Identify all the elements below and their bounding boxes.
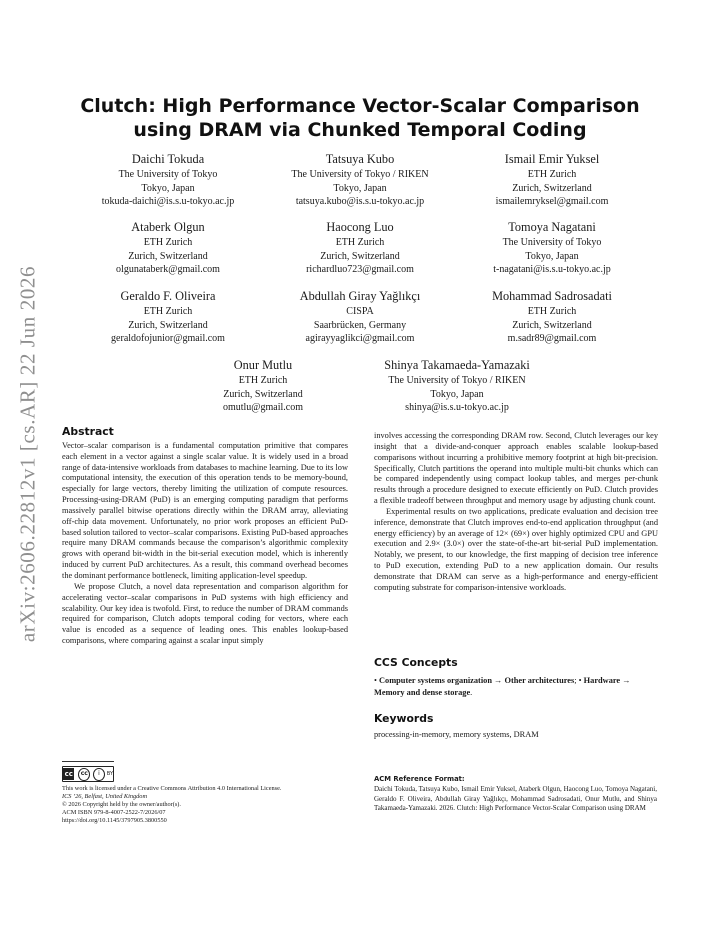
author-affiliation: ETH Zurich bbox=[143, 237, 193, 248]
keywords-heading: Keywords bbox=[374, 712, 434, 725]
author-affiliation: ETH Zurich bbox=[238, 375, 288, 386]
acm-reference bbox=[374, 775, 657, 814]
author-affiliation: ETH Zurich bbox=[527, 169, 577, 180]
abstract-paragraph: We propose Clutch, a novel data representation and comparison algorithm for accelerating vector–scalar comparisons in PuD systems with high efficiency and scalability. Our key idea is twofold. First, to reduce the number of DRAM commands required for comparison, Clutch adopts temporal coding for vectors, where each value is encoded as a sequence of leading ones. This enables lookup-based comparisons, where comparing against a scalar input simply bbox=[62, 581, 348, 646]
keywords-heading-wrap bbox=[374, 712, 433, 725]
author-block bbox=[58, 289, 278, 346]
footnote-rule bbox=[62, 761, 114, 762]
title-line-1: Clutch: High Performance Vector-Scalar Comparison bbox=[80, 95, 640, 117]
author-email[interactable]: ismailemryksel@gmail.com bbox=[495, 196, 609, 208]
keywords-list: processing-in-memory, memory systems, DRAM bbox=[374, 730, 539, 739]
author-block bbox=[58, 152, 278, 209]
abstract-paragraph: Vector–scalar comparison is a fundamental computation primitive that compares each element in a vector against a single scalar value. It is widely used in a broad range of data-intensive workloads from databases to machine learning. Due to its low computational intensity, the execution of this operation tends to be memory-bound, especially for large vectors, thereby limiting the utilization of compute resources. Processing-using-DRAM (PuD) is an emerging computing paradigm that performs massively parallel bitwise operations directly within the DRAM array, alleviating off-chip data movement. Unfortunately, no prior work proposes an efficient PuD-based solution tailored to vector–scalar comparisons. Existing PuD-based approaches require many DRAM commands because the comparison’s algorithmic complexity grows with operand bit-width in the bit-serial execution model, which is inherently induced by current PuD architectures. As a result, this command overhead becomes the dominant performance bottleneck, limiting application-level speedup. bbox=[62, 440, 348, 580]
author-name: Ismail Emir Yuksel bbox=[504, 152, 600, 166]
author-affiliation: ETH Zurich bbox=[143, 306, 193, 317]
author-block bbox=[153, 358, 373, 415]
paper-title bbox=[60, 94, 660, 142]
author-name: Daichi Tokuda bbox=[131, 152, 205, 166]
author-affiliation: ETH Zurich bbox=[527, 306, 577, 317]
abstract-right-column bbox=[374, 431, 658, 594]
ccs-term: Memory and dense storage bbox=[374, 687, 471, 697]
arxiv-identifier bbox=[8, 244, 48, 664]
arrow-icon: → bbox=[620, 676, 631, 685]
author-block bbox=[58, 220, 278, 277]
acm-reference-label: ACM Reference Format: bbox=[374, 775, 465, 783]
author-block bbox=[250, 152, 470, 209]
author-location: Tokyo, Japan bbox=[525, 250, 579, 262]
author-name: Onur Mutlu bbox=[233, 358, 293, 372]
abstract-left-column bbox=[62, 427, 348, 647]
author-location: Zurich, Switzerland bbox=[223, 388, 303, 400]
author-location: Tokyo, Japan bbox=[141, 182, 195, 194]
author-name: Tomoya Nagatani bbox=[508, 220, 596, 234]
cc-by-license-icon[interactable] bbox=[62, 766, 114, 782]
separator: ; • bbox=[574, 676, 584, 685]
author-affiliation: ETH Zurich bbox=[335, 237, 385, 248]
author-email[interactable]: shinya@is.s.u-tokyo.ac.jp bbox=[405, 402, 509, 414]
author-email[interactable]: geraldofojunior@gmail.com bbox=[111, 333, 225, 345]
ccs-term: Computer systems organization bbox=[379, 676, 492, 685]
author-email[interactable]: agirayyaglikci@gmail.com bbox=[305, 333, 415, 345]
author-name: Mohammad Sadrosadati bbox=[492, 289, 612, 303]
by-label: BY bbox=[106, 771, 113, 777]
cc-icon: cc bbox=[64, 770, 73, 778]
author-email[interactable]: m.sadr89@gmail.com bbox=[507, 333, 597, 345]
abstract-heading: Abstract bbox=[62, 425, 114, 438]
arxiv-id-text: arXiv:2606.22812v1 [cs.AR] 22 Jun 2026 bbox=[15, 265, 40, 643]
author-location: Zurich, Switzerland bbox=[512, 319, 592, 331]
copyright-text: © 2026 Copyright held by the owner/author(s). bbox=[62, 801, 181, 808]
author-email[interactable]: tatsuya.kubo@is.s.u-tokyo.ac.jp bbox=[295, 196, 425, 208]
abstract-paragraph: involves accessing the corresponding DRAM row. Second, Clutch leverages our key insight that a divide-and-conquer approach enables scalable lookup-based comparisons without incurring a prohibitive memory footprint at high bit-precision. Specifically, Clutch partitions the operand into multiple multi-bit chunks which can be compared independently using compact lookup tables, and merges per-chunk results through a procedure designed to execute efficiently on PuD. Clutch provides a flexible tradeoff between throughput and memory usage by adjusting chunk count. bbox=[374, 431, 658, 506]
author-email[interactable]: t-nagatani@is.s.u-tokyo.ac.jp bbox=[493, 264, 611, 276]
author-location: Saarbrücken, Germany bbox=[313, 319, 407, 331]
author-block bbox=[347, 358, 567, 415]
isbn-text: ACM ISBN 979-8-4007-2522-7/2026/07 bbox=[62, 809, 166, 816]
author-block bbox=[442, 289, 662, 346]
author-affiliation: CISPA bbox=[346, 306, 374, 317]
author-email[interactable]: tokuda-daichi@is.s.u-tokyo.ac.jp bbox=[101, 196, 235, 208]
period: . bbox=[470, 687, 473, 697]
author-name: Ataberk Olgun bbox=[131, 220, 205, 234]
author-email[interactable]: olgunataberk@gmail.com bbox=[116, 264, 220, 276]
bullet-icon: • bbox=[374, 676, 380, 685]
author-email[interactable]: omutlu@gmail.com bbox=[222, 402, 304, 414]
title-line-2: using DRAM via Chunked Temporal Coding bbox=[133, 119, 587, 141]
keywords-text bbox=[374, 730, 658, 741]
author-block bbox=[442, 220, 662, 277]
license-text: This work is licensed under a Creative Commons Attribution 4.0 International License. bbox=[62, 785, 282, 792]
abstract-paragraph: Experimental results on two applications, predicate evaluation and decision tree inference, demonstrate that Clutch improves end-to-end application throughput (and energy efficiency) by an average of 12× (69×) over highly optimized CPU and GPU execution and 2.9× (3.0×) over the state-of-the-art bit-serial PuD implementation. Notably, we present, to our knowledge, the first mapping of decision tree inference to PuD execution, extending PuD to a new application domain. Our results demonstrate that DRAM can serve as a high-performance and energy-efficient computing substrate for comparison-intensive workloads. bbox=[374, 506, 658, 592]
author-block bbox=[250, 220, 470, 277]
acm-reference-text: Daichi Tokuda, Tatsuya Kubo, Ismail Emir Yuksel, Ataberk Olgun, Haocong Luo, Tomoya Nagatani, Geraldo F. Oliveira, Abdullah Giray Yağlıkçı, Mohammad Sadrosadati, Onur Mutlu, and Shinya Takamaeda-Yamazaki. 2026. Clutch: High Performance Vector-Scalar Comparison using DRAM bbox=[374, 784, 657, 813]
author-name: Geraldo F. Oliveira bbox=[120, 289, 216, 303]
author-name: Haocong Luo bbox=[326, 220, 394, 234]
arrow-icon: → bbox=[491, 676, 505, 685]
author-affiliation: The University of Tokyo bbox=[502, 237, 602, 248]
conference-info: ICS ’26, Belfast, United Kingdom bbox=[62, 793, 148, 800]
author-location: Zurich, Switzerland bbox=[128, 250, 208, 262]
author-block bbox=[250, 289, 470, 346]
author-affiliation: The University of Tokyo / RIKEN bbox=[388, 375, 526, 386]
author-block bbox=[442, 152, 662, 209]
author-name: Abdullah Giray Yağlıkçı bbox=[299, 289, 421, 303]
author-affiliation: The University of Tokyo bbox=[118, 169, 218, 180]
author-location: Tokyo, Japan bbox=[430, 388, 484, 400]
doi-link[interactable]: https://doi.org/10.1145/3797905.3800550 bbox=[62, 817, 167, 824]
ccs-heading-wrap bbox=[374, 656, 458, 669]
author-location: Zurich, Switzerland bbox=[512, 182, 592, 194]
author-name: Shinya Takamaeda-Yamazaki bbox=[384, 358, 530, 372]
author-email[interactable]: richardluo723@gmail.com bbox=[306, 264, 414, 276]
author-name: Tatsuya Kubo bbox=[325, 152, 395, 166]
ccs-heading: CCS Concepts bbox=[374, 656, 458, 669]
by-person-icon: i bbox=[93, 768, 105, 781]
ccs-term: Other architectures bbox=[504, 676, 575, 685]
author-location: Tokyo, Japan bbox=[333, 182, 387, 194]
cc-logo-icon: cc bbox=[78, 768, 90, 781]
ccs-concepts bbox=[374, 675, 657, 698]
author-affiliation: The University of Tokyo / RIKEN bbox=[291, 169, 429, 180]
ccs-term: Hardware bbox=[583, 676, 621, 685]
author-location: Zurich, Switzerland bbox=[128, 319, 208, 331]
license-footer bbox=[62, 766, 352, 825]
author-location: Zurich, Switzerland bbox=[320, 250, 400, 262]
